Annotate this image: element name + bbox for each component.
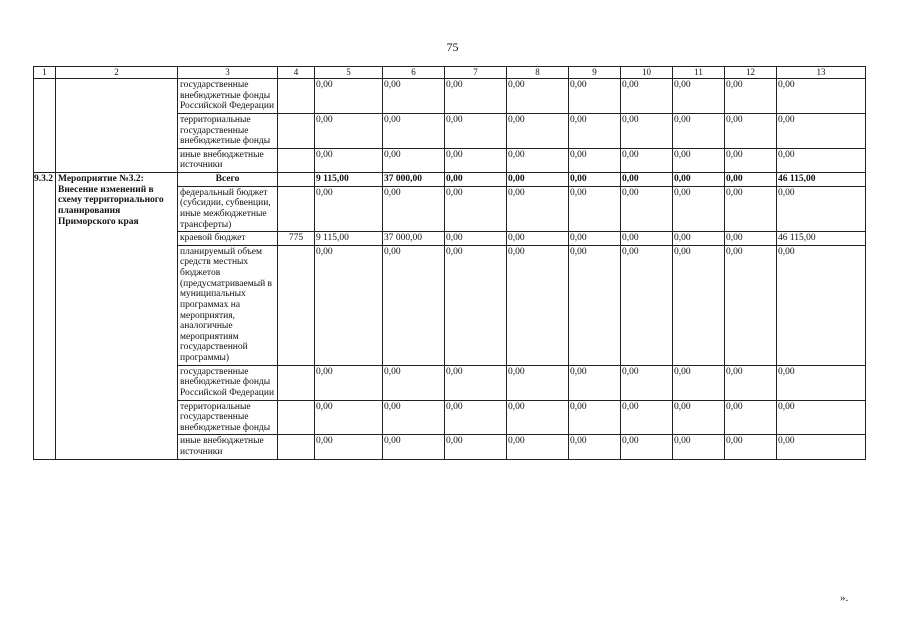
table-row (34, 173, 866, 187)
amount-cell: 0,00 (315, 400, 383, 435)
amount-cell: 0,00 (725, 232, 777, 246)
column-header-10: 10 (621, 67, 673, 79)
funding-source: территориальные государственные внебюджетные фонды (178, 400, 278, 435)
amount-cell: 0,00 (507, 232, 569, 246)
budget-code (278, 173, 315, 187)
amount-cell: 37 000,00 (383, 232, 445, 246)
amount-cell: 0,00 (445, 79, 507, 114)
amount-cell: 0,00 (315, 79, 383, 114)
budget-code (278, 113, 315, 148)
funding-source: иные внебюджетные источники (178, 435, 278, 459)
amount-cell: 9 115,00 (315, 232, 383, 246)
amount-cell: 0,00 (445, 245, 507, 365)
amount-cell: 0,00 (725, 435, 777, 459)
amount-cell: 0,00 (673, 79, 725, 114)
column-header-12: 12 (725, 67, 777, 79)
amount-cell: 46 115,00 (777, 173, 866, 187)
budget-code (278, 435, 315, 459)
amount-cell: 0,00 (383, 245, 445, 365)
amount-cell: 0,00 (569, 435, 621, 459)
column-header-11: 11 (673, 67, 725, 79)
amount-cell: 0,00 (383, 365, 445, 400)
funding-source: государственные внебюджетные фонды Российской Федерации (178, 79, 278, 114)
funding-source: Всего (178, 173, 278, 187)
amount-cell: 0,00 (621, 113, 673, 148)
amount-cell: 0,00 (777, 148, 866, 172)
amount-cell: 0,00 (725, 173, 777, 187)
budget-code (278, 148, 315, 172)
amount-cell: 0,00 (315, 245, 383, 365)
activity-name: Мероприятие №3.2: Внесение изменений в схему территориального планирования Приморского края (56, 173, 178, 460)
amount-cell: 9 115,00 (315, 173, 383, 187)
amount-cell: 0,00 (569, 79, 621, 114)
amount-cell: 0,00 (383, 186, 445, 232)
amount-cell: 0,00 (621, 232, 673, 246)
amount-cell: 0,00 (507, 113, 569, 148)
amount-cell: 0,00 (383, 113, 445, 148)
column-header-9: 9 (569, 67, 621, 79)
amount-cell: 0,00 (315, 435, 383, 459)
amount-cell: 0,00 (777, 245, 866, 365)
amount-cell: 0,00 (621, 148, 673, 172)
amount-cell: 0,00 (315, 113, 383, 148)
amount-cell: 0,00 (621, 435, 673, 459)
amount-cell: 0,00 (777, 365, 866, 400)
amount-cell: 0,00 (725, 186, 777, 232)
table-body (34, 79, 866, 460)
column-header-8: 8 (507, 67, 569, 79)
funding-source: краевой бюджет (178, 232, 278, 246)
amount-cell: 0,00 (507, 173, 569, 187)
amount-cell: 0,00 (777, 400, 866, 435)
funding-source: федеральный бюджет (субсидии, субвенции, иные межбюджетные трансферты) (178, 186, 278, 232)
amount-cell: 0,00 (507, 148, 569, 172)
amount-cell: 0,00 (569, 400, 621, 435)
amount-cell: 0,00 (383, 400, 445, 435)
amount-cell: 0,00 (445, 400, 507, 435)
funding-source: иные внебюджетные источники (178, 148, 278, 172)
amount-cell: 0,00 (621, 79, 673, 114)
amount-cell: 0,00 (445, 173, 507, 187)
amount-cell: 0,00 (569, 365, 621, 400)
amount-cell: 0,00 (621, 245, 673, 365)
table-row (34, 79, 866, 114)
budget-code (278, 79, 315, 114)
amount-cell: 0,00 (315, 186, 383, 232)
funding-source: государственные внебюджетные фонды Российской Федерации (178, 365, 278, 400)
amount-cell: 0,00 (777, 113, 866, 148)
amount-cell: 0,00 (777, 186, 866, 232)
amount-cell: 0,00 (673, 400, 725, 435)
closing-quote-mark: ». (840, 592, 849, 604)
amount-cell: 0,00 (725, 113, 777, 148)
amount-cell: 0,00 (445, 186, 507, 232)
amount-cell: 0,00 (621, 400, 673, 435)
amount-cell: 0,00 (383, 435, 445, 459)
amount-cell: 0,00 (725, 79, 777, 114)
amount-cell: 0,00 (725, 148, 777, 172)
amount-cell: 0,00 (569, 173, 621, 187)
budget-code (278, 400, 315, 435)
budget-table (33, 66, 866, 460)
amount-cell: 0,00 (569, 148, 621, 172)
amount-cell: 0,00 (673, 186, 725, 232)
amount-cell: 0,00 (621, 173, 673, 187)
amount-cell: 0,00 (315, 148, 383, 172)
amount-cell: 0,00 (507, 79, 569, 114)
column-header-7: 7 (445, 67, 507, 79)
column-header-5: 5 (315, 67, 383, 79)
amount-cell: 0,00 (445, 148, 507, 172)
budget-code (278, 186, 315, 232)
column-header-1: 1 (34, 67, 56, 79)
amount-cell: 0,00 (777, 435, 866, 459)
amount-cell: 46 115,00 (777, 232, 866, 246)
amount-cell: 0,00 (725, 245, 777, 365)
budget-code: 775 (278, 232, 315, 246)
amount-cell: 0,00 (673, 173, 725, 187)
amount-cell: 0,00 (673, 232, 725, 246)
amount-cell: 0,00 (569, 232, 621, 246)
amount-cell: 0,00 (445, 113, 507, 148)
amount-cell: 0,00 (569, 186, 621, 232)
amount-cell: 0,00 (673, 245, 725, 365)
funding-source: планируемый объем средств местных бюджетов (предусматриваемый в муниципальных программах на мероприятия, аналогичные мероприятиям государственной программы) (178, 245, 278, 365)
activity-name (56, 79, 178, 173)
amount-cell: 0,00 (445, 365, 507, 400)
amount-cell: 0,00 (673, 435, 725, 459)
funding-source: территориальные государственные внебюджетные фонды (178, 113, 278, 148)
column-header-3: 3 (178, 67, 278, 79)
column-header-13: 13 (777, 67, 866, 79)
amount-cell: 0,00 (777, 79, 866, 114)
item-number (34, 79, 56, 173)
budget-code (278, 365, 315, 400)
column-header-4: 4 (278, 67, 315, 79)
amount-cell: 0,00 (673, 148, 725, 172)
amount-cell: 0,00 (507, 435, 569, 459)
column-header-2: 2 (56, 67, 178, 79)
amount-cell: 0,00 (673, 113, 725, 148)
amount-cell: 0,00 (383, 148, 445, 172)
amount-cell: 0,00 (507, 186, 569, 232)
amount-cell: 0,00 (621, 365, 673, 400)
column-header-6: 6 (383, 67, 445, 79)
amount-cell: 0,00 (569, 113, 621, 148)
amount-cell: 0,00 (445, 232, 507, 246)
amount-cell: 0,00 (315, 365, 383, 400)
amount-cell: 0,00 (507, 365, 569, 400)
amount-cell: 37 000,00 (383, 173, 445, 187)
amount-cell: 0,00 (725, 400, 777, 435)
amount-cell: 0,00 (569, 245, 621, 365)
amount-cell: 0,00 (725, 365, 777, 400)
amount-cell: 0,00 (445, 435, 507, 459)
amount-cell: 0,00 (383, 79, 445, 114)
page-number: 75 (446, 40, 459, 54)
amount-cell: 0,00 (673, 365, 725, 400)
amount-cell: 0,00 (507, 245, 569, 365)
item-number: 9.3.2 (34, 173, 56, 460)
amount-cell: 0,00 (507, 400, 569, 435)
column-number-header (34, 67, 866, 79)
budget-code (278, 245, 315, 365)
amount-cell: 0,00 (621, 186, 673, 232)
